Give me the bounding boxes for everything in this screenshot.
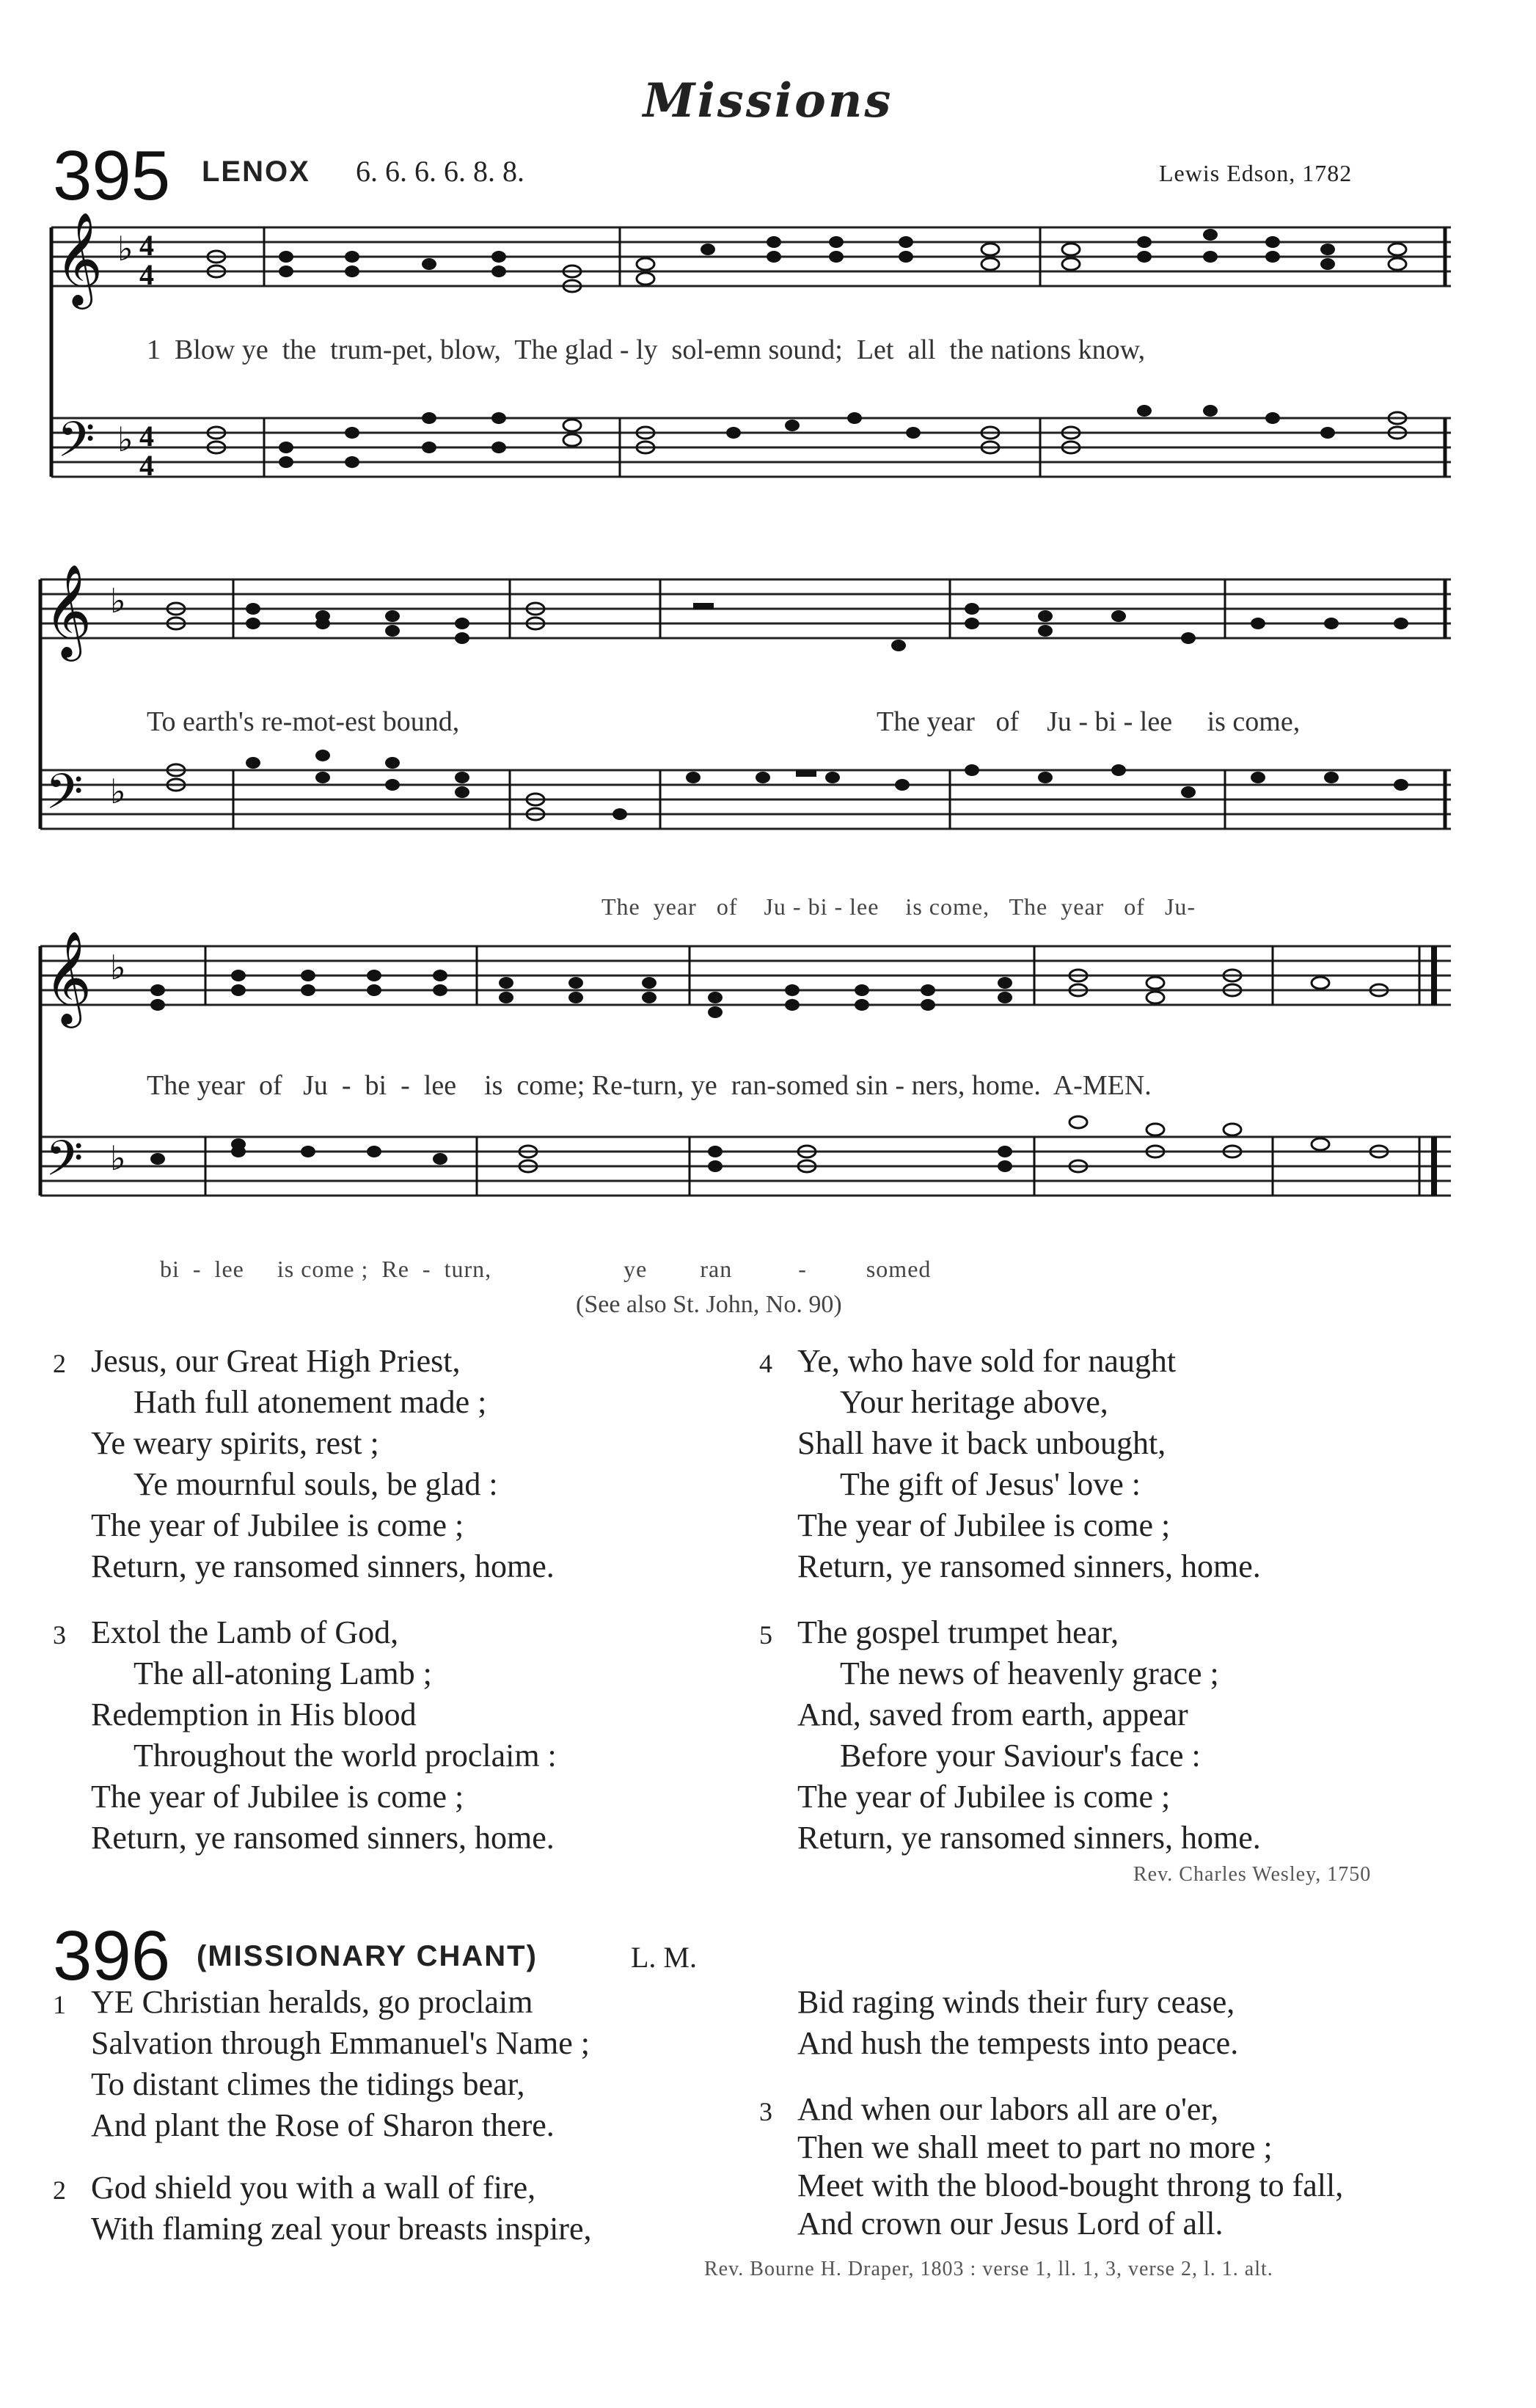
verse-number: 1 <box>53 1990 66 2019</box>
treble-clef-icon: 𝄞 <box>44 932 92 1024</box>
flat-icon: ♭ <box>110 773 126 810</box>
time-signature: 4 <box>139 449 154 482</box>
barlines-system-2 <box>40 579 1445 829</box>
flat-icon: ♭ <box>110 1140 126 1177</box>
hymn-395-composer: Lewis Edson, 1782 <box>1159 160 1353 186</box>
verse-line: And plant the Rose of Sharon there. <box>91 2107 555 2143</box>
bass-staff-2 <box>40 770 1451 829</box>
treble-clef-icon: 𝄞 <box>44 565 92 657</box>
verse-number: 2 <box>53 1349 66 1378</box>
treble-clef-icon: 𝄞 <box>55 213 103 305</box>
verse-line: Return, ye ransomed sinners, home. <box>91 1548 555 1584</box>
verse-line: The gift of Jesus' love : <box>840 1466 1141 1502</box>
rests-system-2 <box>693 603 816 777</box>
verse-line: The gospel trumpet hear, <box>797 1614 1119 1650</box>
verse-line: With flaming zeal your breasts inspire, <box>91 2211 592 2247</box>
verse-line: And when our labors all are o'er, <box>797 2091 1219 2127</box>
flat-icon: ♭ <box>110 582 126 620</box>
lyrics-system-3-upper: The year of Ju - bi - lee is come; Re-turn, ye ran-somed sin - ners, home. A-MEN. <box>147 1070 1152 1101</box>
verse-line: Throughout the world proclaim : <box>134 1738 557 1774</box>
verse-line: Before your Saviour's face : <box>840 1738 1201 1774</box>
verse-line: Jesus, our Great High Priest, <box>91 1343 461 1379</box>
verse-line: And, saved from earth, appear <box>797 1697 1188 1732</box>
bass-staff-1 <box>51 418 1451 477</box>
verse-line: YE Christian heralds, go proclaim <box>91 1984 533 2020</box>
verse-line: The year of Jubilee is come ; <box>797 1779 1171 1815</box>
hymn-395-number: 395 <box>53 136 171 215</box>
hymn-396-meter: L. M. <box>631 1941 697 1974</box>
bass-clef-icon: 𝄢 <box>45 1130 84 1198</box>
verse-line: Hath full atonement made ; <box>134 1384 487 1420</box>
verse-line: Return, ye ransomed sinners, home. <box>797 1820 1261 1856</box>
verse-line: Meet with the blood-bought throng to fall, <box>797 2167 1344 2203</box>
verse-number: 4 <box>759 1349 772 1378</box>
verse-line: To distant climes the tidings bear, <box>91 2066 525 2102</box>
verse-line: Shall have it back unbought, <box>797 1425 1166 1461</box>
bass-staff-3 <box>40 1137 1451 1196</box>
flat-icon: ♭ <box>117 230 134 268</box>
verse-line: The year of Jubilee is come ; <box>91 1779 464 1815</box>
verse-line: Redemption in His blood <box>91 1697 417 1732</box>
hymn-395-meter: 6. 6. 6. 6. 8. 8. <box>356 155 524 188</box>
verse-line: Salvation through Emmanuel's Name ; <box>91 2025 590 2061</box>
see-also-note: (See also St. John, No. 90) <box>576 1291 842 1318</box>
hymn-395-tune: LENOX <box>202 155 310 188</box>
verse-line: The year of Jubilee is come ; <box>91 1507 464 1543</box>
time-signature: 4 <box>139 258 154 291</box>
bass-clef-icon: 𝄢 <box>57 411 95 480</box>
flat-icon: ♭ <box>117 421 134 458</box>
lyrics-system-2-lower: The year of Ju - bi - lee is come, The year of Ju- <box>601 893 1196 920</box>
verse-line: The all-atoning Lamb ; <box>134 1655 432 1691</box>
flat-icon: ♭ <box>110 949 126 987</box>
bass-clef-icon: 𝄢 <box>45 764 84 832</box>
lyrics-system-2-upper-b: The year of Ju - bi - lee is come, <box>877 706 1301 737</box>
verse-number: 3 <box>53 1620 66 1650</box>
section-title: Missions <box>643 73 893 128</box>
verse-line: Ye, who have sold for naught <box>797 1343 1177 1379</box>
verse-line: The news of heavenly grace ; <box>840 1655 1219 1691</box>
treble-staff-1 <box>51 227 1451 286</box>
verse-line: Ye weary spirits, rest ; <box>91 1425 379 1461</box>
verse-number: 5 <box>759 1620 772 1650</box>
verse-line: And hush the tempests into peace. <box>797 2025 1239 2061</box>
music-system-1 <box>0 213 1536 521</box>
verse-line: The year of Jubilee is come ; <box>797 1507 1171 1543</box>
verse-line: Extol the Lamb of God, <box>91 1614 399 1650</box>
hymn-395-credit: Rev. Charles Wesley, 1750 <box>1133 1863 1372 1886</box>
lyrics-system-3-lower: bi - lee is come ; Re - turn, ye ran - somed <box>160 1256 932 1282</box>
lyrics-system-2-upper: To earth's re-mot-est bound, <box>147 706 460 737</box>
verse-line: Return, ye ransomed sinners, home. <box>797 1548 1261 1584</box>
time-signature: 4 <box>139 420 154 453</box>
verse-line: God shield you with a wall of fire, <box>91 2170 536 2206</box>
hymn-396-credit: Rev. Bourne H. Draper, 1803 : verse 1, ll. 1, 3, verse 2, l. 1. alt. <box>704 2258 1273 2280</box>
verse-line: Return, ye ransomed sinners, home. <box>91 1820 555 1856</box>
treble-staff-3 <box>40 946 1451 1005</box>
hymn-396-tune: (MISSIONARY CHANT) <box>197 1940 538 1972</box>
verse-line: Bid raging winds their fury cease, <box>797 1984 1235 2020</box>
verse-line: Ye mournful souls, be glad : <box>134 1466 498 1502</box>
verse-line: And crown our Jesus Lord of all. <box>797 2206 1224 2242</box>
verse-number: 3 <box>759 2097 772 2126</box>
verse-line: Then we shall meet to part no more ; <box>797 2129 1273 2165</box>
hymn-396-number: 396 <box>53 1917 171 1995</box>
time-signature: 4 <box>139 229 154 262</box>
verse-number: 2 <box>53 2175 66 2205</box>
lyrics-system-1: 1 Blow ye the trum-pet, blow, The glad - ly sol-emn sound; Let all the nations know, <box>147 334 1146 365</box>
verse-line: Your heritage above, <box>840 1384 1108 1420</box>
